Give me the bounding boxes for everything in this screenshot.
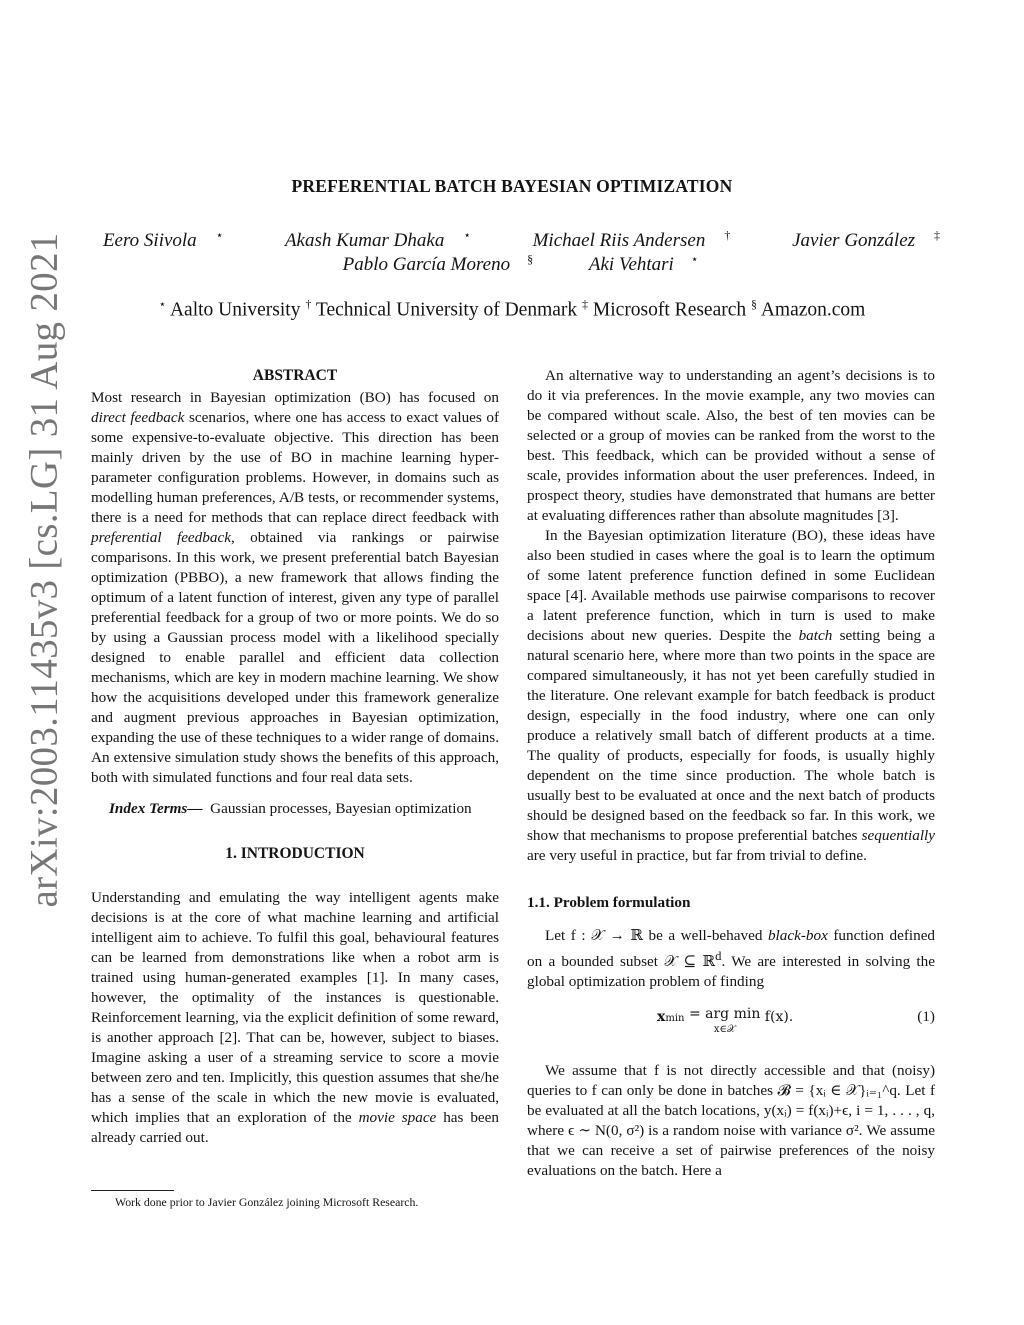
author: Eero Siivola ⋆ <box>102 228 224 252</box>
abstract-heading: ABSTRACT <box>252 367 338 384</box>
author: Javier González ‡ <box>792 228 941 252</box>
author: Pablo García Moreno § <box>342 252 534 276</box>
subsection-heading: 1.1. Problem formulation <box>527 894 691 911</box>
authors-line-2 <box>0 252 1024 276</box>
authors-line-1 <box>0 228 1024 252</box>
footnote-rule <box>91 1190 174 1191</box>
paragraph: An alternative way to understanding an agent’s decisions is to do it via preferences. In the movie example, any two movies can be compared without scale. Also, the best of ten movies can be selected or a group of movies can be ranked from the worst to the best. This feedback, which can be provided without a sense of scale, provides information about the user preferences. Indeed, in prospect theory, studies have demonstrated that humans are better at evaluating differences rather than absolute magnitudes [3]. <box>527 367 935 524</box>
introduction-text: Understanding and emulating the way intelligent agents make decisions is at the core of what machine learning and artificial intelligent aim to achieve. To fulfil this goal, behavioural features can be learned from demonstrations like when a robot arm is trained using human-generated examples [1]. In many cases, however, the optimality of the instances is questionable. Reinforcement learning, via the explicit definition of some reward, is another approach [2]. That can be, however, subject to biases. Imagine asking a user of a streaming service to score a movie between zero and ten. Implicitly, this question assumes that she/he has a sense of the scale in which the new movie is evaluated, which implies that an exploration of the movie space has been already carried out. <box>91 889 499 1146</box>
paragraph: We assume that f is not directly accessible and that (noisy) queries to f can only be done in batches 𝓑 = {xᵢ ∈ 𝒳}ᵢ₌₁^q. Let f be evaluated at all the batch locations, y(xᵢ) = f(xᵢ)+ϵ, i = 1, . . . , q, where ϵ ∼ N(0, σ²) is a random noise with variance σ². We assume that we can receive a set of pairwise preferences of the noisy evaluations on the batch. Here a <box>527 1062 935 1180</box>
right-column <box>527 366 935 1181</box>
left-column <box>91 366 499 1148</box>
introduction-heading: 1. INTRODUCTION <box>225 845 365 862</box>
footnote: Work done prior to Javier González joining Microsoft Research. <box>115 1195 419 1209</box>
abstract-text: Most research in Bayesian optimization (BO) has focused on direct feedback scenarios, where one has access to exact values of some expensive-to-evaluate objective. This direction has been mainly driven by the use of BO in machine learning hyper-parameter configuration problems. However, in domains such as modelling human preferences, A/B tests, or recommender systems, there is a need for methods that can replace direct feedback with preferential feedback, obtained via rankings or pairwise comparisons. In this work, we present preferential batch Bayesian optimization (PBBO), a new framework that allows finding the optimum of a latent function of interest, given any type of parallel preferential feedback for a group of two or more points. We do so by using a Gaussian process model with a likelihood specially designed to enable parallel and efficient data collection mechanisms, which are key in modern machine learning. We show how the acquisitions developed under this framework generalize and augment previous approaches in Bayesian optimization, expanding the use of these techniques to a wider range of domains. An extensive simulation study shows the benefits of this approach, both with simulated functions and four real data sets. <box>91 389 500 786</box>
equation-1 <box>527 1007 935 1043</box>
affiliations: ⋆ Aalto University † Technical University of Denmark ‡ Microsoft Research § Amazon.com <box>158 297 866 321</box>
arxiv-identifier: arXiv:2003.11435v3 [cs.LG] 31 Aug 2021 <box>22 232 66 908</box>
equation-number: (1) <box>917 1008 935 1026</box>
equation-body: xmin = arg min x∈𝒳 f(x). <box>657 1006 794 1036</box>
author: Aki Vehtari ⋆ <box>588 252 699 276</box>
author: Akash Kumar Dhaka ⋆ <box>284 228 471 252</box>
author: Michael Riis Andersen † <box>532 228 731 252</box>
index-terms: Index Terms— Gaussian processes, Bayesian optimization <box>109 800 472 817</box>
paragraph: In the Bayesian optimization literature (BO), these ideas have also been studied in cases where the goal is to learn the optimum of some latent preference function defined in some Euclidean space [4]. Available methods use pairwise comparisons to recover a latent preference function, which in turn is used to make decisions about new queries. Despite the batch setting being a natural scenario here, where more than two points in the space are compared simultaneously, it has not yet been carefully studied in the literature. One relevant example for batch feedback is product design, especially in the food industry, where one can only produce a relatively small batch of different products at a time. The quality of products, especially for foods, is usually highly dependent on the time since production. The whole batch is usually best to be evaluated at once and the next batch of products should be designed based on the feedback so far. In this work, we show that mechanisms to propose preferential batches sequentially are very useful in practice, but far from trivial to define. <box>527 527 936 864</box>
paper-title: PREFERENTIAL BATCH BAYESIAN OPTIMIZATION <box>291 176 733 196</box>
paragraph: Let f : 𝒳 → ℝ be a well-behaved black-box function defined on a bounded subset 𝒳 ⊆ ℝ$^d$. We are interested in solving the global optimization problem of finding <box>527 927 936 991</box>
